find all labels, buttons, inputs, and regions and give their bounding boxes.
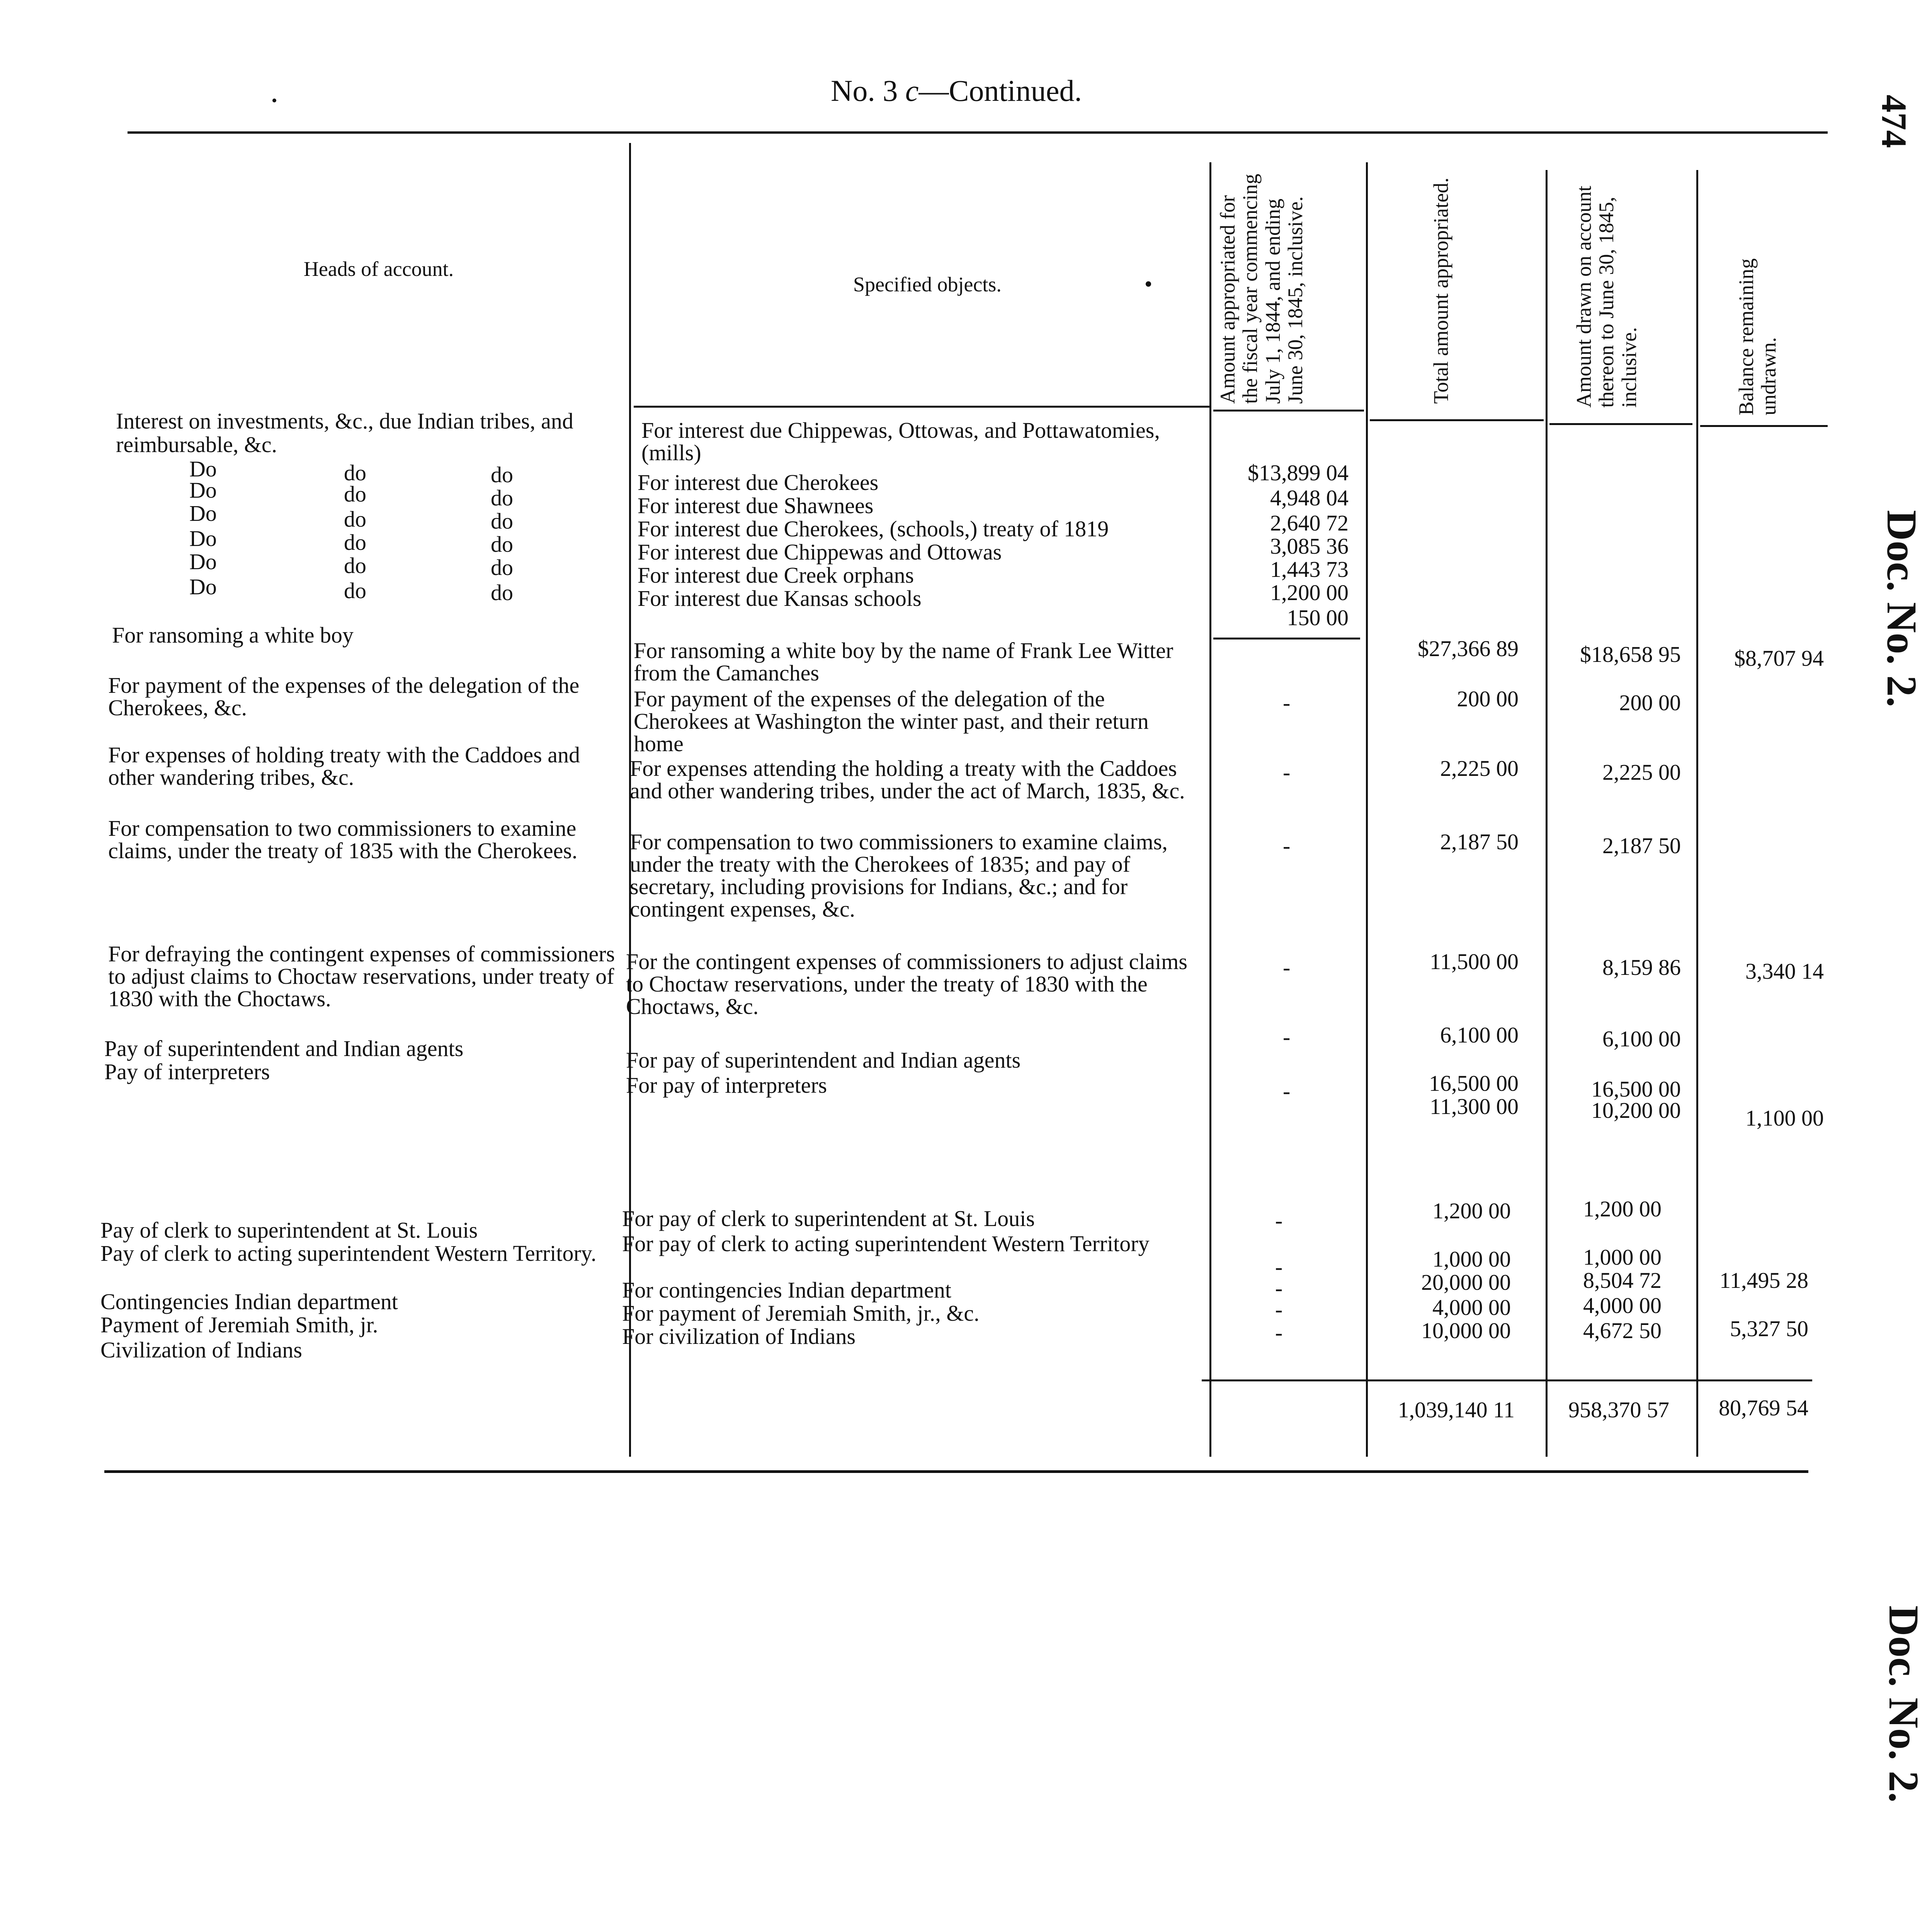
do-row: Do	[189, 574, 217, 599]
do-row: Do	[189, 526, 217, 551]
row-appropriated: -	[1283, 955, 1291, 980]
totals-rule	[1202, 1379, 1812, 1381]
group1-head: Interest on investments, &c., due Indian tribes, and reimbursable, &c.	[116, 408, 573, 457]
row-drawn: 2,225 00	[1602, 760, 1681, 785]
row-drawn: 10,200 00	[1591, 1098, 1681, 1123]
row-appropriated: -	[1283, 690, 1291, 715]
row-object: For civilization of Indians	[622, 1324, 856, 1349]
do-row: do	[491, 509, 513, 534]
do-row: do	[344, 481, 366, 507]
row-object: For contingencies Indian department	[622, 1277, 952, 1303]
row-head: For expenses of holding treaty with the Caddoes and other wandering tribes, &c.	[108, 742, 580, 790]
row-head: For ransoming a white boy	[112, 622, 354, 648]
row-head: Pay of superintendent and Indian agents	[104, 1036, 464, 1061]
row-drawn: 16,500 00	[1591, 1077, 1681, 1102]
group1-object: For interest due Kansas schools	[638, 586, 922, 611]
group1-object: For interest due Chippewas, Ottowas, and Pottawatomies, (mills)	[641, 418, 1160, 465]
do-row: Do	[189, 478, 217, 503]
page-number-top: 474	[1874, 95, 1914, 148]
do-row: do	[344, 553, 366, 578]
page-title: No. 3 c—Continued.	[831, 74, 1082, 107]
group1-amount: $13,899 04	[1248, 460, 1349, 485]
side-label-top: Doc. No. 2.	[1878, 510, 1925, 707]
do-row: do	[491, 580, 513, 605]
do-row: do	[344, 460, 366, 485]
row-head: For defraying the contingent expenses of commissioners to adjust claims to Choctaw reservations, under treaty of 1830 with the Choctaws.	[108, 941, 615, 1011]
row-total: 11,500 00	[1430, 949, 1519, 974]
group1-balance: $8,707 94	[1734, 646, 1824, 671]
group1-amount: 2,640 72	[1270, 510, 1349, 536]
side-label-bottom: Doc. No. 2.	[1880, 1605, 1927, 1803]
row-head: For compensation to two commissioners to examine claims, under the treaty of 1835 with the Cherokees.	[108, 816, 578, 863]
subtotal-rule	[1213, 638, 1360, 639]
header-amount-appropriated: Amount appropriated for the fiscal year commencing July 1, 1844, and ending June 30, 1845, inclusive.	[1216, 173, 1307, 404]
group1-object: For interest due Cherokees	[638, 470, 879, 495]
group1-object: For interest due Shawnees	[638, 493, 874, 518]
row-drawn: 1,200 00	[1583, 1196, 1662, 1221]
header-specified-objects: Specified objects.	[853, 273, 1002, 296]
do-row: Do	[189, 549, 217, 574]
row-appropriated: -	[1275, 1297, 1283, 1322]
row-object: For pay of superintendent and Indian agents	[626, 1048, 1021, 1073]
row-balance: 5,327 50	[1730, 1316, 1808, 1341]
row-total: 2,187 50	[1440, 829, 1519, 854]
row-drawn: 4,000 00	[1583, 1293, 1662, 1318]
header-rule-4	[1549, 423, 1692, 425]
row-head: Contingencies Indian department	[100, 1289, 398, 1314]
group1-amount: 1,200 00	[1270, 580, 1349, 605]
do-row: do	[344, 507, 366, 532]
row-appropriated: -	[1283, 1024, 1291, 1049]
row-total: 1,000 00	[1432, 1247, 1511, 1272]
do-row: do	[344, 578, 366, 603]
row-drawn: 2,187 50	[1602, 833, 1681, 858]
row-drawn: 6,100 00	[1602, 1026, 1681, 1051]
group1-amount: 3,085 36	[1270, 534, 1349, 559]
speck-mark	[1146, 281, 1151, 287]
header-rule-3	[1370, 419, 1544, 421]
row-appropriated: -	[1283, 760, 1291, 785]
row-drawn: 200 00	[1619, 690, 1681, 715]
header-total-appropriated: Total amount appropriated.	[1429, 177, 1452, 404]
row-total: 20,000 00	[1421, 1270, 1511, 1295]
do-row: Do	[189, 456, 217, 481]
row-head: Pay of clerk to superintendent at St. Louis	[100, 1218, 478, 1243]
do-row: do	[491, 555, 513, 580]
group1-total: $27,366 89	[1418, 636, 1519, 661]
row-total: 6,100 00	[1440, 1022, 1519, 1048]
row-appropriated: -	[1275, 1320, 1283, 1345]
row-appropriated: -	[1275, 1208, 1283, 1233]
header-amount-drawn: Amount drawn on account thereon to June 30, 1845, inclusive.	[1572, 185, 1641, 408]
row-object: For pay of interpreters	[626, 1073, 827, 1098]
group1-object: For interest due Cherokees, (schools,) treaty of 1819	[638, 516, 1109, 541]
row-drawn: 4,672 50	[1583, 1318, 1662, 1343]
group1-object: For interest due Chippewas and Ottowas	[638, 539, 1002, 565]
row-object: For expenses attending the holding a treaty with the Caddoes and other wandering tribes, under the act of March, 1835, &c.	[630, 756, 1185, 803]
row-total: 11,300 00	[1430, 1094, 1519, 1119]
row-balance: 3,340 14	[1745, 959, 1824, 984]
group1-amount: 1,443 73	[1270, 557, 1349, 582]
grand-drawn: 958,370 57	[1568, 1397, 1669, 1422]
row-drawn: 8,504 72	[1583, 1268, 1662, 1293]
row-appropriated: -	[1283, 833, 1291, 858]
row-total: 2,225 00	[1440, 756, 1519, 781]
group1-object: For interest due Creek orphans	[638, 563, 914, 588]
row-head: For payment of the expenses of the delegation of the Cherokees, &c.	[108, 673, 580, 720]
row-object: For the contingent expenses of commissioners to adjust claims to Choctaw reservations, under the treaty of 1830 with the Choctaws, &c.	[626, 949, 1187, 1019]
header-balance-undrawn: Balance remaining undrawn.	[1735, 258, 1781, 415]
row-balance: 1,100 00	[1745, 1105, 1824, 1131]
col-divider-3	[1366, 162, 1368, 1457]
row-object: For pay of clerk to acting superintendent Western Territory	[622, 1231, 1150, 1256]
row-head: Pay of clerk to acting superintendent Western Territory.	[100, 1241, 597, 1266]
header-rule	[634, 406, 1209, 408]
do-row: do	[344, 530, 366, 555]
row-total: 200 00	[1457, 686, 1519, 711]
group1-amount: 4,948 04	[1270, 485, 1349, 510]
grand-balance: 80,769 54	[1719, 1395, 1808, 1420]
row-object: For pay of clerk to superintendent at St. Louis	[622, 1206, 1035, 1231]
row-object: For ransoming a white boy by the name of Frank Lee Witter from the Camanches	[634, 638, 1173, 685]
row-balance: 11,495 28	[1719, 1268, 1808, 1293]
header-rule-2	[1213, 410, 1364, 412]
col-divider-5	[1696, 170, 1698, 1457]
row-object: For payment of Jeremiah Smith, jr., &c.	[622, 1301, 980, 1326]
row-total: 4,000 00	[1432, 1295, 1511, 1320]
row-total: 16,500 00	[1429, 1071, 1519, 1096]
header-rule-5	[1700, 425, 1828, 427]
do-row: do	[491, 485, 513, 510]
table-top-rule	[128, 131, 1828, 134]
col-divider-2	[1209, 162, 1211, 1457]
group1-drawn: $18,658 95	[1580, 642, 1681, 667]
table-bottom-rule	[104, 1470, 1808, 1473]
do-row: Do	[189, 501, 217, 526]
header-heads-of-account: Heads of account.	[303, 257, 454, 281]
row-appropriated: -	[1275, 1276, 1283, 1301]
do-row: do	[491, 462, 513, 487]
group1-amount: 150 00	[1287, 605, 1349, 630]
do-row: do	[491, 532, 513, 557]
row-object: For payment of the expenses of the delegation of the Cherokees at Washington the winter past, and their return home	[634, 686, 1149, 756]
stray-mark	[272, 99, 276, 102]
row-head: Pay of interpreters	[104, 1059, 270, 1084]
row-appropriated: -	[1275, 1254, 1283, 1279]
row-total: 1,200 00	[1432, 1198, 1511, 1223]
row-drawn: 8,159 86	[1602, 955, 1681, 980]
grand-total: 1,039,140 11	[1398, 1397, 1515, 1422]
row-head: Civilization of Indians	[100, 1337, 302, 1362]
row-head: Payment of Jeremiah Smith, jr.	[100, 1312, 378, 1337]
row-total: 10,000 00	[1421, 1318, 1511, 1343]
row-appropriated: -	[1283, 1078, 1291, 1104]
row-drawn: 1,000 00	[1583, 1245, 1662, 1270]
row-object: For compensation to two commissioners to examine claims, under the treaty with the Cherokees of 1835; and pay of secretary, including provisions for Indians, &c.; and for contingent expenses, &c.	[630, 829, 1168, 922]
